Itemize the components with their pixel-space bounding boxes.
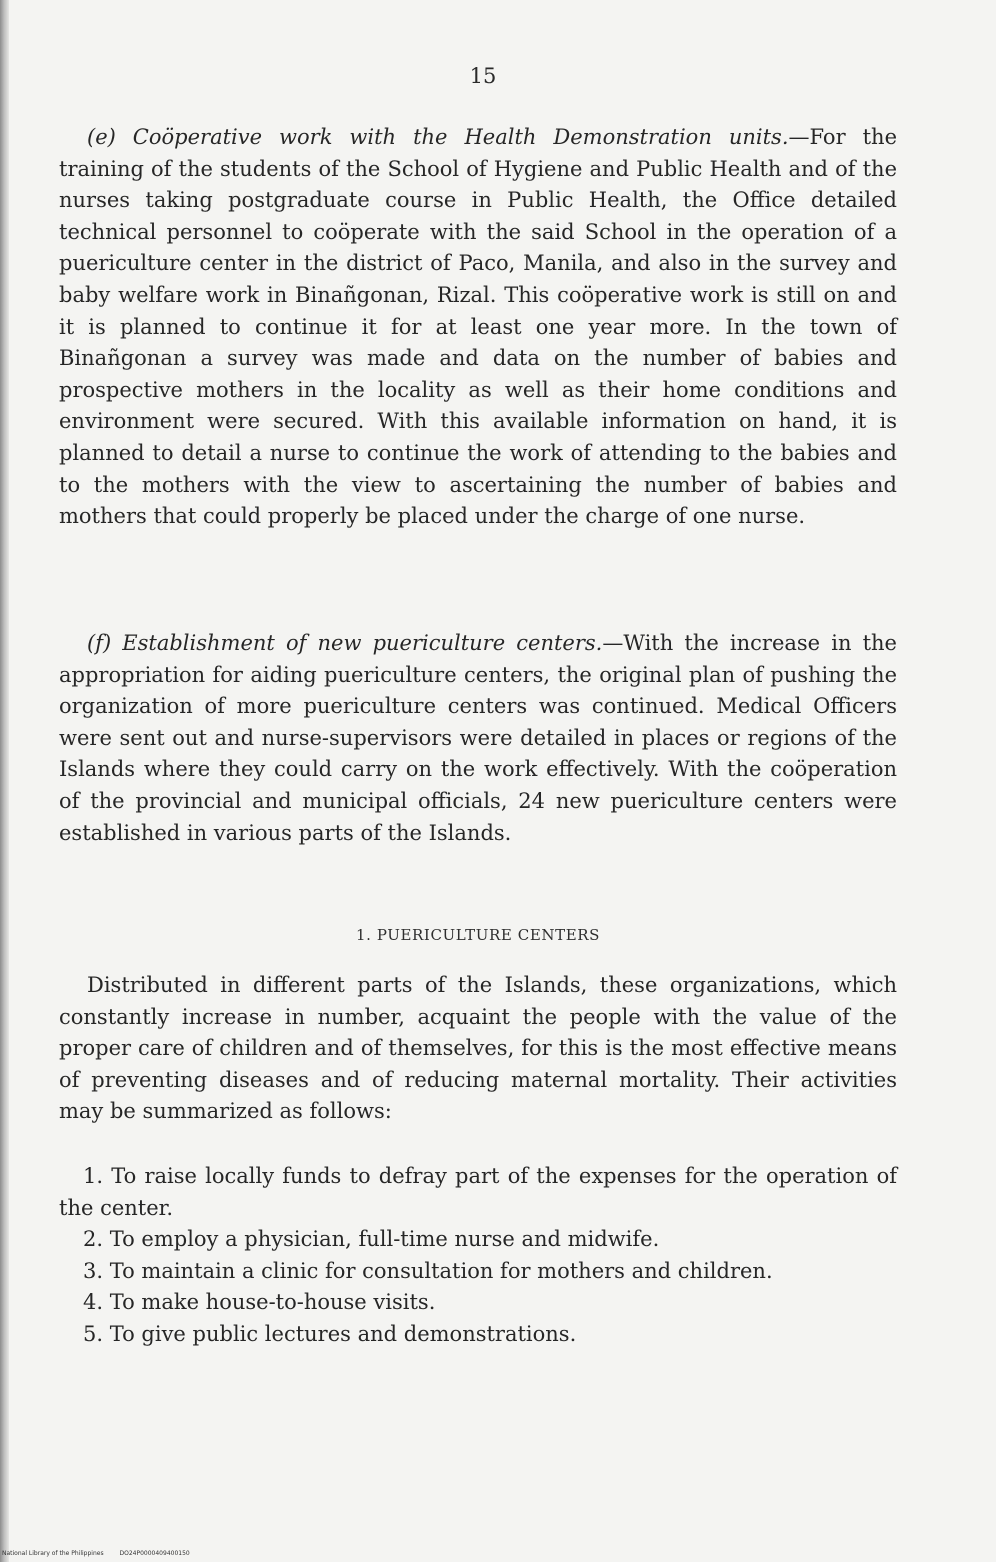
- paragraph-cooperative-work: [59, 122, 897, 533]
- paragraph-new-centers: [59, 628, 897, 849]
- scan-footer: [2, 1550, 190, 1557]
- footer-identifier: DO24P0000409400150: [119, 1550, 190, 1557]
- activities-list: [59, 1161, 897, 1351]
- list-item: 5. To give public lectures and demonstrations.: [83, 1321, 577, 1346]
- list-item: 2. To employ a physician, full-time nurse and midwife.: [83, 1227, 660, 1252]
- paragraph-f-dash: —: [602, 631, 624, 655]
- paragraph-f-body: With the increase in the appropriation for aiding puericulture centers, the original plan of pushing the organization of more puericulture centers was continued. Medical Officers were sent out and nurse-supervisors were detailed in places or regions of the Islands where they could carry on the work effectively. With the coöperation of the provincial and municipal officials, 24 new puericulture centers were established in various parts of the Islands.: [59, 631, 897, 845]
- paragraph-e-heading: (e) Coöperative work with the Health Demonstration units.: [87, 125, 789, 149]
- list-item: 3. To maintain a clinic for consultation for mothers and children.: [83, 1258, 773, 1283]
- page-number: 15: [469, 64, 497, 88]
- list-item: 4. To make house-to-house visits.: [83, 1290, 436, 1315]
- section-intro-paragraph: Distributed in different parts of the Islands, these organizations, which constantly increase in number, acquaint the people with the value of the proper care of children and of themselves, for this is the most effective means of preventing diseases and of reducing maternal mortality. Their activities may be summarized as follows:: [59, 973, 897, 1124]
- paragraph-e-body: For the training of the students of the School of Hygiene and Public Health and of the nurses taking postgraduate course in Public Health, the Office detailed technical personnel to coöperate with the said School in the operation of a puericulture center in the district of Paco, Manila, and also in the survey and baby welfare work in Binañgonan, Rizal. This coöperative work is still on and it is planned to continue it for at least one year more. In the town of Binañgonan a survey was made and data on the number of babies and prospective mothers in the locality as well as their home conditions and environment were secured. With this available information on hand, it is planned to detail a nurse to continue the work of attending to the babies and to the mothers with the view to ascertaining the number of babies and mothers that could properly be placed under the charge of one nurse.: [59, 125, 897, 529]
- section-heading: 1. PUERICULTURE CENTERS: [355, 926, 601, 944]
- footer-library: National Library of the Philippines: [2, 1550, 104, 1557]
- paragraph-f-heading: (f) Establishment of new puericulture centers.: [87, 631, 603, 655]
- paragraph-e-dash: —: [788, 125, 810, 149]
- list-item: 1. To raise locally funds to defray part of the expenses for the operation of the center.: [59, 1164, 897, 1220]
- page-binding-edge: [0, 0, 9, 1562]
